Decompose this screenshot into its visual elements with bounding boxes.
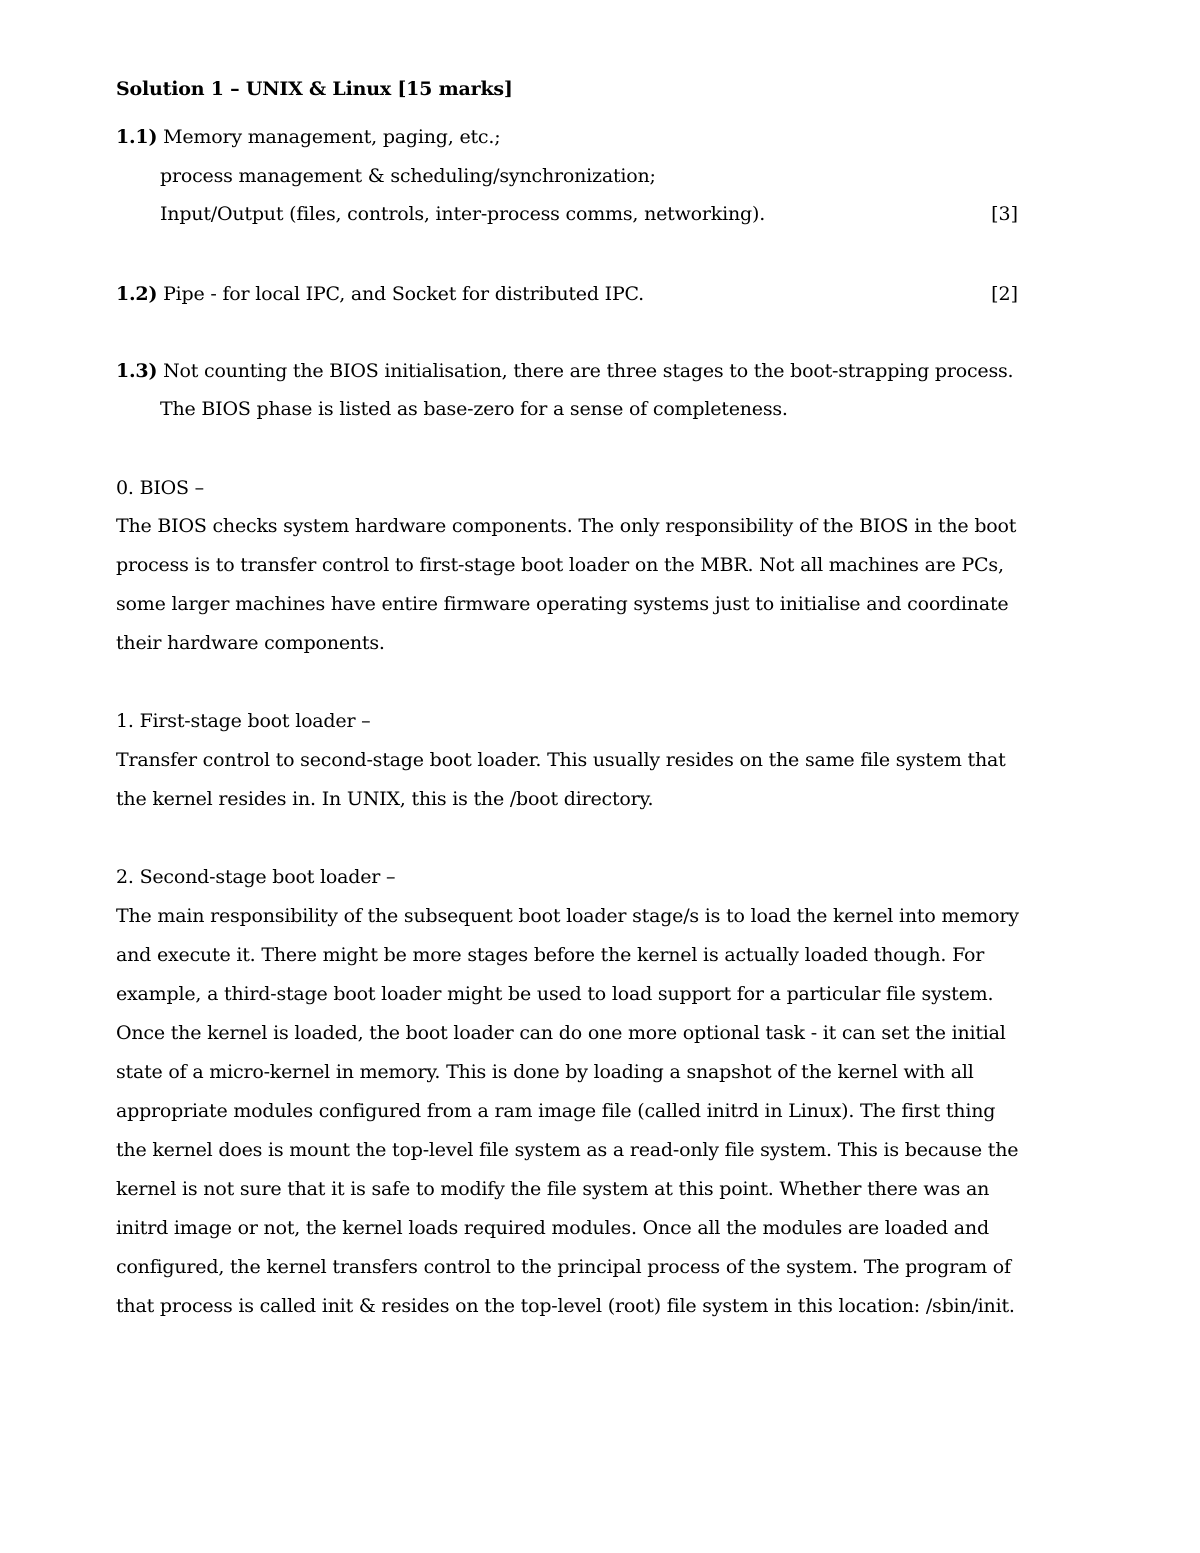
stage-2-title: 2. Second-stage boot loader – bbox=[116, 866, 396, 888]
answer-1-1-line-1 bbox=[116, 125, 500, 149]
stage-2-line: The main responsibility of the subsequent boot loader stage/s is to load the kernel into memory bbox=[116, 905, 1019, 927]
solution-heading: Solution 1 – UNIX & Linux [15 marks] bbox=[116, 78, 513, 100]
stage-0-title: 0. BIOS – bbox=[116, 477, 204, 499]
answer-1-1-text-1: Memory management, paging, etc.; bbox=[163, 126, 501, 148]
answer-1-3-line-1 bbox=[116, 359, 1013, 383]
answer-1-2-line bbox=[116, 282, 644, 306]
answer-1-2-marks: [2] bbox=[991, 283, 1018, 305]
stage-2-line: state of a micro-kernel in memory. This is done by loading a snapshot of the kernel with all bbox=[116, 1061, 974, 1083]
answer-1-3-number: 1.3) bbox=[116, 360, 158, 382]
stage-0-line: process is to transfer control to first-stage boot loader on the MBR. Not all machines are PCs, bbox=[116, 554, 1004, 576]
stage-0-line: their hardware components. bbox=[116, 632, 385, 654]
stage-2-line: appropriate modules configured from a ram image file (called initrd in Linux). The first thing bbox=[116, 1100, 996, 1122]
stage-0-line: some larger machines have entire firmware operating systems just to initialise and coordinate bbox=[116, 593, 1009, 615]
answer-1-3-text-1: Not counting the BIOS initialisation, there are three stages to the boot-strapping process. bbox=[163, 360, 1014, 382]
stage-0-line: The BIOS checks system hardware components. The only responsibility of the BIOS in the boot bbox=[116, 515, 1017, 537]
stage-2-line: that process is called init & resides on the top-level (root) file system in this location: /sbin/init. bbox=[116, 1295, 1015, 1317]
stage-2-line: configured, the kernel transfers control to the principal process of the system. The program of bbox=[116, 1256, 1011, 1278]
answer-1-1-line-2: process management & scheduling/synchronization; bbox=[160, 165, 656, 187]
stage-1-title: 1. First-stage boot loader – bbox=[116, 710, 371, 732]
stage-2-line: kernel is not sure that it is safe to modify the file system at this point. Whether there was an bbox=[116, 1178, 990, 1200]
answer-1-2-text: Pipe - for local IPC, and Socket for distributed IPC. bbox=[163, 283, 645, 305]
answer-1-1-marks: [3] bbox=[991, 203, 1018, 225]
stage-2-line: initrd image or not, the kernel loads required modules. Once all the modules are loaded and bbox=[116, 1217, 989, 1239]
answer-1-1-line-3: Input/Output (files, controls, inter-process comms, networking). bbox=[160, 203, 766, 225]
stage-2-line: the kernel does is mount the top-level file system as a read-only file system. This is because the bbox=[116, 1139, 1019, 1161]
stage-1-line: the kernel resides in. In UNIX, this is the /boot directory. bbox=[116, 788, 654, 810]
answer-1-3-line-2: The BIOS phase is listed as base-zero for a sense of completeness. bbox=[160, 398, 788, 420]
stage-2-line: Once the kernel is loaded, the boot loader can do one more optional task - it can set the initial bbox=[116, 1022, 1006, 1044]
stage-2-line: and execute it. There might be more stages before the kernel is actually loaded though. For bbox=[116, 944, 985, 966]
answer-1-1-number: 1.1) bbox=[116, 126, 158, 148]
stage-1-line: Transfer control to second-stage boot loader. This usually resides on the same file system that bbox=[116, 749, 1006, 771]
stage-2-line: example, a third-stage boot loader might be used to load support for a particular file system. bbox=[116, 983, 994, 1005]
answer-1-2-number: 1.2) bbox=[116, 283, 158, 305]
